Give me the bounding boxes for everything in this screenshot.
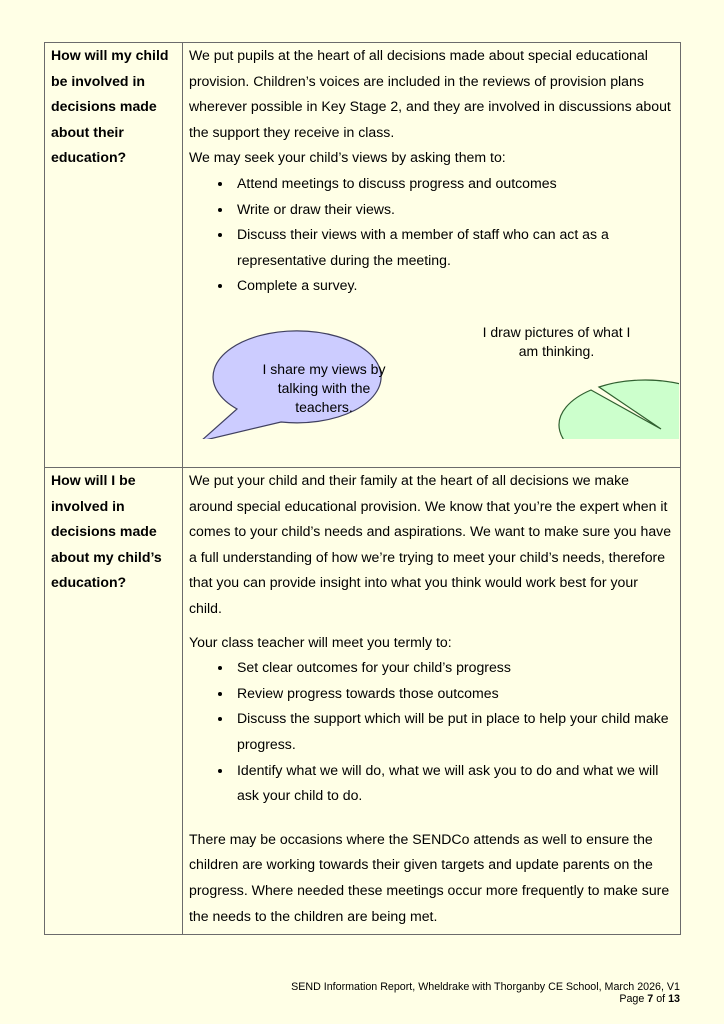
answer-cell: [183, 468, 681, 935]
answer-paragraph: We put pupils at the heart of all decisions made about special educational provision. Children’s voices are included in the reviews of provision plans wherever possible in Key Stage 2, and they are involved in discussions about the support they receive in class.: [189, 47, 671, 140]
question-text: How will I be involved in decisions made about my child’s education?: [51, 472, 162, 591]
table-row: [45, 43, 681, 468]
list-item: • Identify what we will do, what we will ask you to do and what we will ask your child to do.: [233, 758, 674, 809]
answer-lead: We may seek your child’s views by asking them to:: [189, 149, 506, 166]
info-table: [44, 42, 681, 935]
list-item: • Attend meetings to discuss progress and outcomes: [233, 171, 674, 197]
answer-cell: [183, 43, 681, 468]
page-current: 7: [647, 993, 654, 1005]
question-cell: [45, 468, 183, 935]
answer-closing: There may be occasions where the SENDCo attends as well to ensure the children are working towards their given targets and update parents on the progress. Where needed these meetings occur more frequently to make sure the needs to the children are being met.: [189, 830, 670, 924]
list-item: • Discuss the support which will be put in place to help your child make progress.: [233, 706, 674, 757]
answer-lead: Your class teacher will meet you termly to:: [189, 633, 452, 650]
footer-title: SEND Information Report, Wheldrake with Thorganby CE School, March 2026, V1: [291, 981, 680, 993]
of-word: of: [656, 993, 666, 1005]
question-cell: [45, 43, 183, 468]
question-text: How will my child be involved in decisions made about their education?: [51, 47, 169, 166]
speech-bubble-left-text: I share my views by talking with the teachers.: [262, 360, 386, 415]
speech-bubble-right-text: I draw pictures of what I am thinking.: [482, 323, 631, 359]
list-item: • Discuss their views with a member of staff who can act as a representative during the meeting.: [233, 222, 674, 273]
page-word: Page: [619, 993, 645, 1005]
speech-bubbles: [189, 299, 674, 439]
speech-bubble-right: [559, 380, 679, 439]
bullet-list: [189, 171, 674, 299]
list-item: • Complete a survey.: [233, 273, 674, 299]
page-number: [291, 993, 680, 1005]
bullet-list: [189, 655, 674, 809]
table-row: [45, 468, 681, 935]
list-item: • Set clear outcomes for your child’s progress: [233, 655, 674, 681]
answer-paragraph: We put your child and their family at the heart of all decisions we make around special educational provision. We know that you’re the expert when it comes to your child’s needs and aspirations. We want to make sure you have a full understanding of how we’re trying to meet your child’s needs, therefore that you can provide insight into what you think would work best for your child.: [189, 472, 672, 616]
page-footer: [291, 981, 680, 1005]
list-item: • Review progress towards those outcomes: [233, 681, 674, 707]
list-item: • Write or draw their views.: [233, 197, 674, 223]
page-total: 13: [668, 993, 680, 1005]
